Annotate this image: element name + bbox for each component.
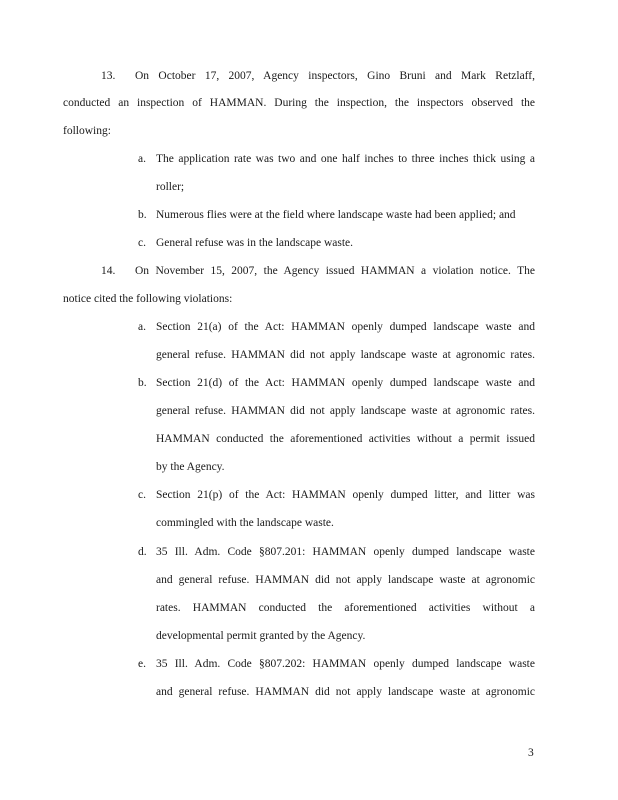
item-14b-marker: b. [138, 377, 147, 389]
paragraph-13-line-1: On October 17, 2007, Agency inspectors, Gino Bruni and Mark Retzlaff, [135, 70, 535, 82]
item-14e-marker: e. [138, 658, 146, 670]
paragraph-14-line-1: On November 15, 2007, the Agency issued HAMMAN a violation notice. The [135, 265, 535, 277]
item-13b-line-1: Numerous flies were at the field where landscape waste had been applied; and [156, 209, 516, 221]
item-14c-line-2: commingled with the landscape waste. [156, 517, 334, 529]
item-14e-line-2: and general refuse. HAMMAN did not apply landscape waste at agronomic [156, 686, 535, 698]
paragraph-14-line-2: notice cited the following violations: [63, 293, 233, 305]
paragraph-13-line-3: following: [63, 125, 111, 137]
page-number: 3 [528, 747, 534, 759]
item-14b-line-2: general refuse. HAMMAN did not apply landscape waste at agronomic rates. [156, 405, 535, 417]
item-14a-marker: a. [138, 321, 146, 333]
item-13c-line-1: General refuse was in the landscape waste. [156, 237, 354, 249]
item-14c-marker: c. [138, 489, 146, 501]
item-13a-line-2: roller; [156, 181, 185, 193]
item-14e-line-1: 35 Ill. Adm. Code §807.202: HAMMAN openly dumped landscape waste [156, 658, 535, 670]
item-14d-marker: d. [138, 546, 147, 558]
paragraph-number-13: 13. [101, 70, 116, 82]
item-13a-line-1: The application rate was two and one half inches to three inches thick using a [156, 153, 535, 165]
item-13b-marker: b. [138, 209, 147, 221]
item-13a-marker: a. [138, 153, 146, 165]
item-14d-line-4: developmental permit granted by the Agency. [156, 630, 366, 642]
item-14b-line-3: HAMMAN conducted the aforementioned activities without a permit issued [156, 433, 535, 445]
item-14b-line-4: by the Agency. [156, 461, 225, 473]
item-14a-line-2: general refuse. HAMMAN did not apply landscape waste at agronomic rates. [156, 349, 535, 361]
item-14d-line-1: 35 Ill. Adm. Code §807.201: HAMMAN openly dumped landscape waste [156, 546, 535, 558]
item-14b-line-1: Section 21(d) of the Act: HAMMAN openly dumped landscape waste and [156, 377, 535, 389]
item-14d-line-2: and general refuse. HAMMAN did not apply landscape waste at agronomic [156, 574, 535, 586]
item-13c-marker: c. [138, 237, 146, 249]
paragraph-13-line-2: conducted an inspection of HAMMAN. During the inspection, the inspectors observed the [63, 97, 535, 109]
paragraph-number-14: 14. [101, 265, 116, 277]
item-14d-line-3: rates. HAMMAN conducted the aforementioned activities without a [156, 602, 535, 614]
item-14c-line-1: Section 21(p) of the Act: HAMMAN openly dumped litter, and litter was [156, 489, 535, 501]
item-14a-line-1: Section 21(a) of the Act: HAMMAN openly dumped landscape waste and [156, 321, 535, 333]
